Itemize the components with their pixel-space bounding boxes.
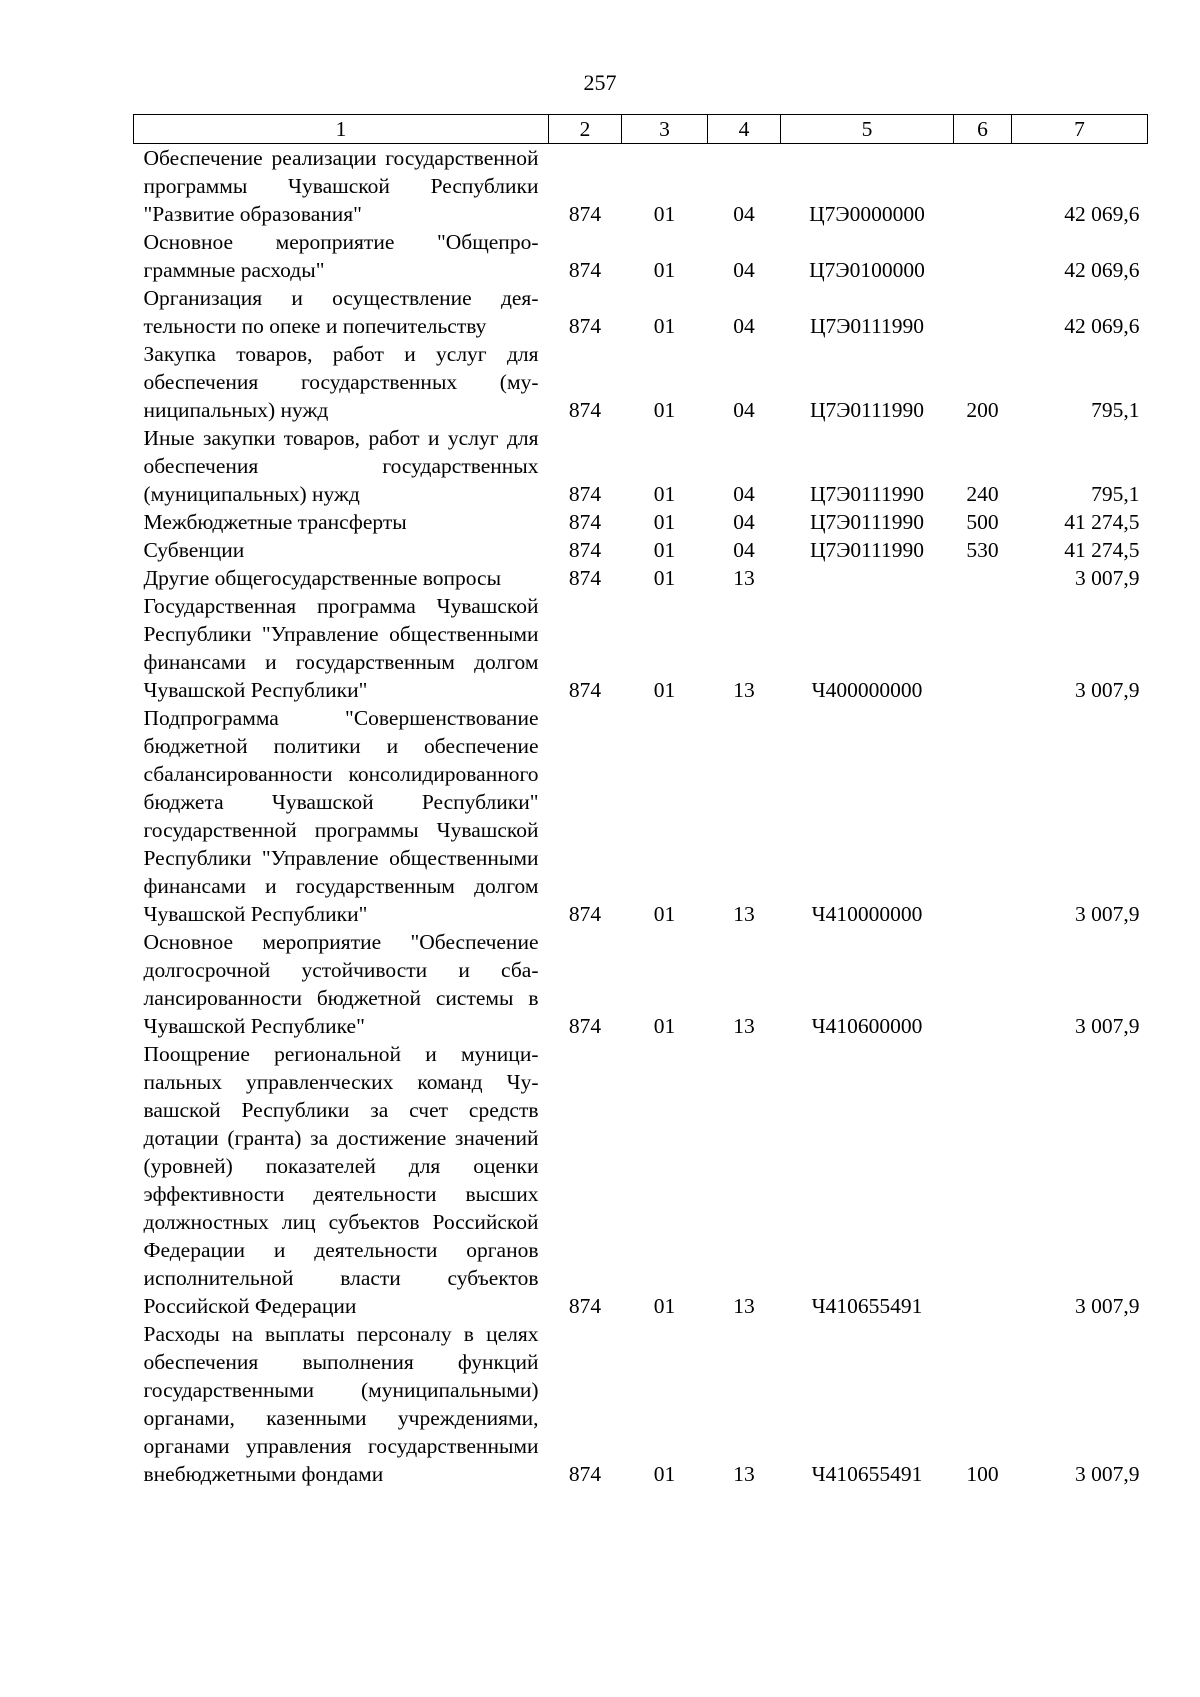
amount-cell: 3 007,9 [1075, 902, 1140, 926]
target-article-cell: Ц7Э0111990 [809, 398, 925, 422]
admin-code-cell: 874 [568, 510, 602, 534]
target-article-cell: Ц7Э0000000 [809, 202, 925, 226]
section-cell: 01 [653, 1294, 676, 1318]
subsection-cell: 13 [733, 1014, 755, 1038]
header-cell: 5 [781, 115, 954, 144]
expense-type-cell: 240 [966, 482, 999, 506]
amount-cell: 3 007,9 [1075, 678, 1140, 702]
subsection-cell: 04 [733, 398, 755, 422]
row-name-cell: Закупка товаров, работ и услуг для обеспечения государственных (муниципальных) нужд [143, 342, 539, 422]
row-name-cell: Основное мероприятие "Общепрограммные расходы" [143, 230, 539, 282]
expense-type-cell: 530 [966, 538, 999, 562]
admin-code-cell: 874 [568, 678, 602, 702]
section-cell: 01 [653, 314, 676, 338]
header-cell: 1 [134, 115, 549, 144]
amount-cell: 3 007,9 [1075, 566, 1140, 590]
target-article-cell: Ц7Э0111990 [809, 314, 925, 338]
table-row [134, 340, 1148, 424]
admin-code-cell: 874 [568, 902, 602, 926]
table-row [134, 704, 1148, 928]
expense-type-cell [954, 144, 1012, 229]
row-name-cell: Государственная программа Чувашской Республики "Управление общественными финансами и государственным долгом Чувашской Республики" [143, 594, 539, 702]
expense-type-cell: 100 [966, 1462, 999, 1486]
section-cell: 01 [653, 538, 676, 562]
table-row [134, 592, 1148, 704]
subsection-cell: 13 [733, 678, 755, 702]
expense-type-cell [954, 928, 1012, 1040]
admin-code-cell: 874 [568, 1294, 602, 1318]
table-row [134, 928, 1148, 1040]
amount-cell: 3 007,9 [1075, 1462, 1140, 1486]
section-cell: 01 [653, 1014, 676, 1038]
subsection-cell: 04 [733, 510, 755, 534]
table-row [134, 284, 1148, 340]
expense-type-cell [954, 704, 1012, 928]
page-number: 257 [583, 70, 617, 95]
admin-code-cell: 874 [568, 538, 602, 562]
subsection-cell: 04 [733, 538, 755, 562]
subsection-cell: 04 [733, 314, 755, 338]
section-cell: 01 [653, 678, 676, 702]
row-name-cell: Организация и осуществление деятельности по опеке и попечительству [143, 286, 539, 338]
table-body [134, 144, 1148, 1489]
admin-code-cell: 874 [568, 314, 602, 338]
table-row [134, 144, 1148, 229]
target-article-cell: Ч410600000 [811, 1014, 923, 1038]
section-cell: 01 [653, 566, 676, 590]
target-article-cell: Ч400000000 [811, 678, 923, 702]
table-row [134, 424, 1148, 508]
target-article-cell: Ч410655491 [811, 1294, 923, 1318]
amount-cell: 41 274,5 [1064, 510, 1140, 534]
header-cell: 6 [954, 115, 1012, 144]
target-article-cell: Ч410000000 [811, 902, 923, 926]
admin-code-cell: 874 [568, 1462, 602, 1486]
section-cell: 01 [653, 902, 676, 926]
header-row [134, 115, 1148, 144]
section-cell: 01 [653, 398, 676, 422]
admin-code-cell: 874 [568, 398, 602, 422]
target-article-cell: Ц7Э0100000 [809, 258, 925, 282]
amount-cell: 795,1 [1091, 482, 1140, 506]
amount-cell: 42 069,6 [1064, 202, 1140, 226]
expense-type-cell: 200 [966, 398, 999, 422]
amount-cell: 3 007,9 [1075, 1014, 1140, 1038]
section-cell: 01 [653, 258, 676, 282]
target-article-cell [781, 564, 954, 592]
header-cell: 3 [622, 115, 708, 144]
target-article-cell: Ц7Э0111990 [809, 510, 925, 534]
subsection-cell: 13 [733, 1462, 755, 1486]
section-cell: 01 [653, 202, 676, 226]
table-row [134, 508, 1148, 536]
expense-type-cell [954, 564, 1012, 592]
admin-code-cell: 874 [568, 258, 602, 282]
table-row [134, 1040, 1148, 1320]
subsection-cell: 04 [733, 482, 755, 506]
amount-cell: 3 007,9 [1075, 1294, 1140, 1318]
section-cell: 01 [653, 510, 676, 534]
row-name-cell: Поощрение региональной и муниципальных управленческих команд Чувашской Республики за счет средств дотации (гранта) за достижение значений (уровней) показателей для оценки эффективности деятельности высших должностных лиц субъектов Российской Федерации и деятельности органов исполнительной власти субъектов Российской Федерации [143, 1042, 539, 1318]
expense-type-cell: 500 [966, 510, 999, 534]
subsection-cell: 13 [733, 902, 755, 926]
row-name-cell: Иные закупки товаров, работ и услуг для обеспечения государственных (муниципальных) нужд [143, 426, 539, 506]
row-name-cell: Другие общегосударственные вопросы [143, 566, 502, 590]
expense-type-cell [954, 228, 1012, 284]
admin-code-cell: 874 [568, 202, 602, 226]
row-name-cell: Подпрограмма "Совершенствование бюджетной политики и обеспечение сбалансированности консолидированного бюджета Чувашской Республики" государственной программы Чувашской Республики "Управление общественными финансами и государственным долгом Чувашской Республики" [143, 706, 539, 926]
expense-type-cell [954, 284, 1012, 340]
admin-code-cell: 874 [568, 566, 602, 590]
subsection-cell: 13 [733, 1294, 755, 1318]
header-cell: 4 [708, 115, 781, 144]
row-name-cell: Расходы на выплаты персоналу в целях обеспечения выполнения функций государственными (муниципальными) органами, казенными учреждениями, органами управления государственными внебюджетными фондами [143, 1322, 539, 1486]
target-article-cell: Ц7Э0111990 [809, 538, 925, 562]
target-article-cell: Ц7Э0111990 [809, 482, 925, 506]
row-name-cell: Основное мероприятие "Обеспечение долгосрочной устойчивости и сбалансированности бюджетной системы в Чувашской Республике" [143, 930, 539, 1038]
row-name-cell: Обеспечение реализации государственной программы Чувашской Республики "Развитие образования" [143, 146, 539, 226]
row-name-cell: Межбюджетные трансферты [143, 510, 407, 534]
row-name-cell: Субвенции [143, 538, 245, 562]
amount-cell: 42 069,6 [1064, 258, 1140, 282]
expense-type-cell [954, 1040, 1012, 1320]
table-row [134, 536, 1148, 564]
amount-cell: 41 274,5 [1064, 538, 1140, 562]
expense-type-cell [954, 592, 1012, 704]
table-row [134, 228, 1148, 284]
header-cell: 7 [1012, 115, 1148, 144]
section-cell: 01 [653, 482, 676, 506]
admin-code-cell: 874 [568, 1014, 602, 1038]
admin-code-cell: 874 [568, 482, 602, 506]
budget-table [133, 114, 1148, 1488]
table-row [134, 564, 1148, 592]
amount-cell: 795,1 [1091, 398, 1140, 422]
table-row [134, 1320, 1148, 1488]
subsection-cell: 13 [733, 566, 755, 590]
header-cell: 2 [549, 115, 622, 144]
subsection-cell: 04 [733, 202, 755, 226]
section-cell: 01 [653, 1462, 676, 1486]
subsection-cell: 04 [733, 258, 755, 282]
target-article-cell: Ч410655491 [811, 1462, 923, 1486]
amount-cell: 42 069,6 [1064, 314, 1140, 338]
